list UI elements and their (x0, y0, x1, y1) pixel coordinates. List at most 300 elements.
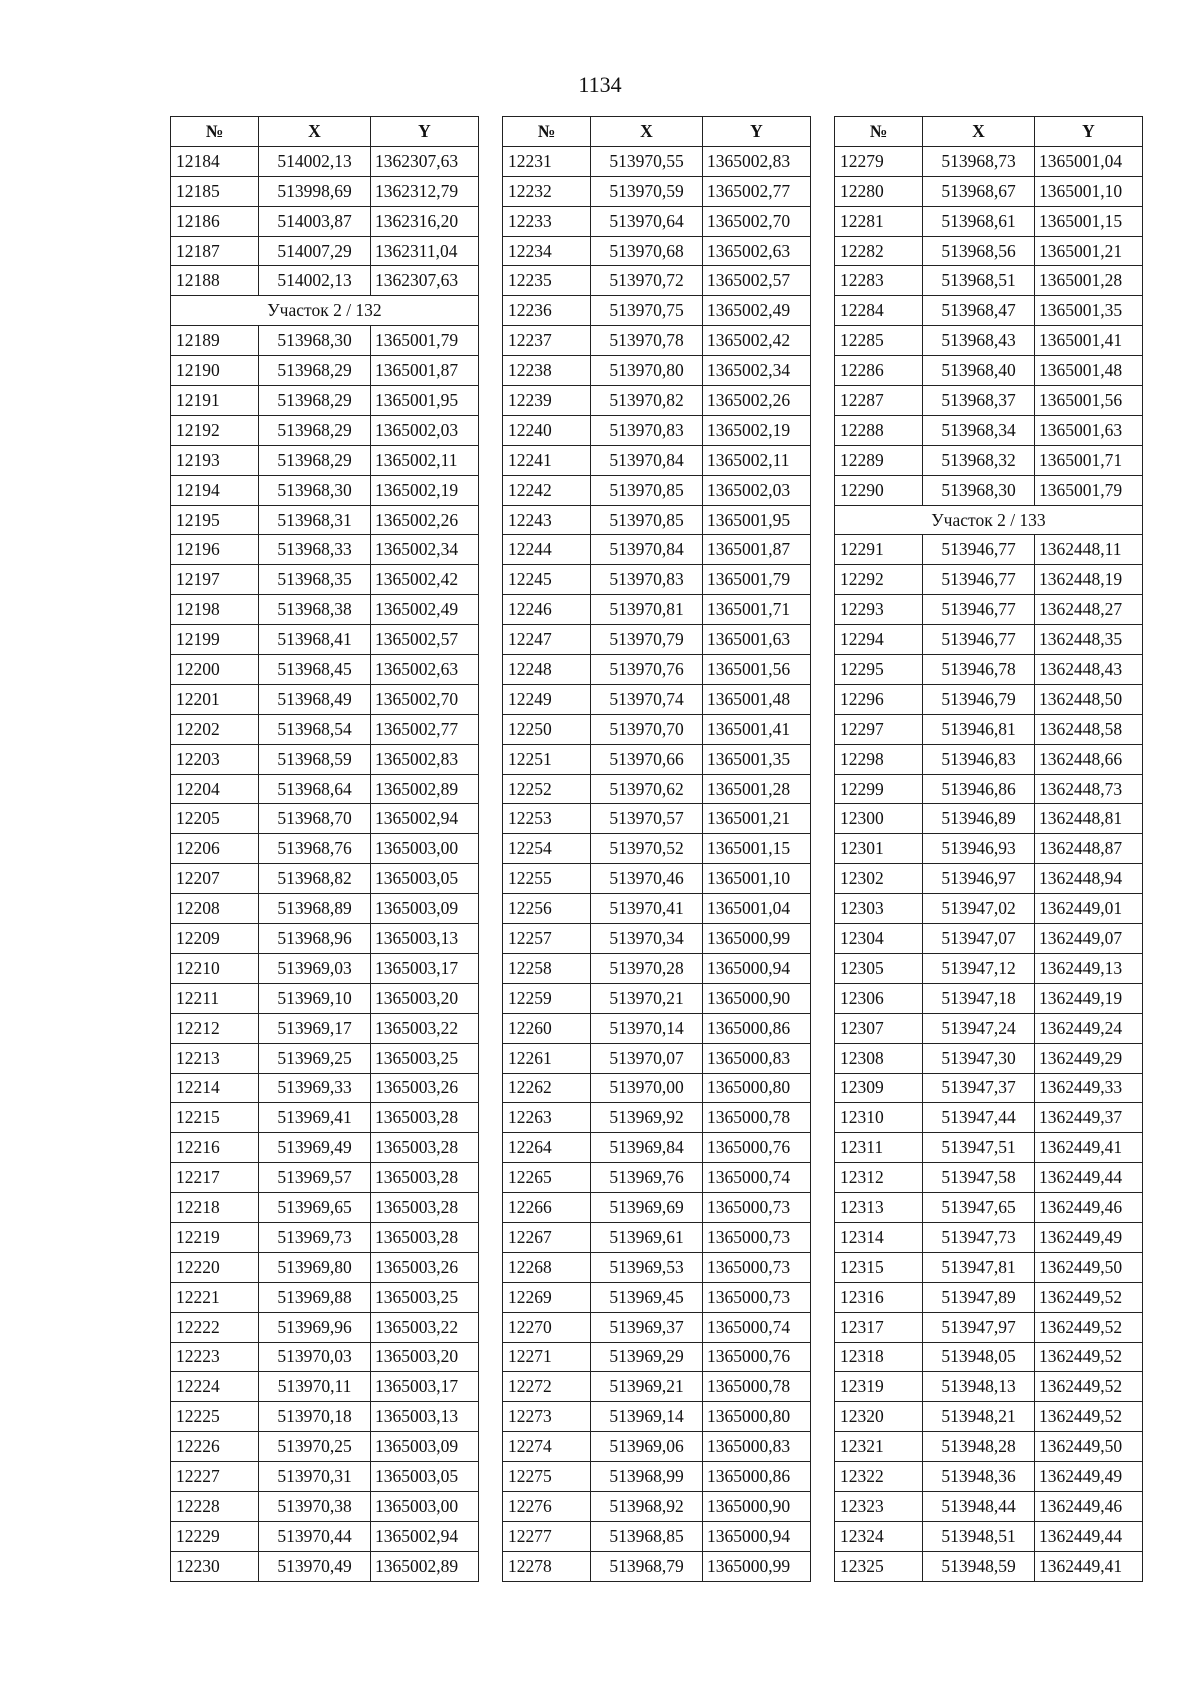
x-coordinate: 513947,07 (923, 924, 1035, 954)
point-number: 12277 (503, 1521, 591, 1551)
x-coordinate: 513968,40 (923, 356, 1035, 386)
point-number: 12204 (171, 774, 259, 804)
y-coordinate: 1365003,25 (371, 1043, 479, 1073)
table-row (503, 953, 811, 983)
point-number: 12188 (171, 266, 259, 296)
x-coordinate: 513968,32 (923, 445, 1035, 475)
point-number: 12196 (171, 535, 259, 565)
y-coordinate: 1365001,10 (703, 864, 811, 894)
table-row (171, 894, 479, 924)
point-number: 12237 (503, 326, 591, 356)
x-coordinate: 513970,07 (591, 1043, 703, 1073)
x-coordinate: 513948,05 (923, 1342, 1035, 1372)
table-row (503, 595, 811, 625)
point-number: 12313 (835, 1193, 923, 1223)
table-row (171, 415, 479, 445)
x-coordinate: 513970,11 (259, 1372, 371, 1402)
y-coordinate: 1365001,56 (1035, 386, 1143, 416)
point-number: 12309 (835, 1073, 923, 1103)
x-coordinate: 513970,75 (591, 296, 703, 326)
x-coordinate: 513946,79 (923, 684, 1035, 714)
point-number: 12252 (503, 774, 591, 804)
table-row (835, 236, 1143, 266)
y-coordinate: 1365000,76 (703, 1133, 811, 1163)
y-coordinate: 1365002,83 (703, 146, 811, 176)
table-row (171, 146, 479, 176)
y-coordinate: 1365000,83 (703, 1043, 811, 1073)
table-row (835, 744, 1143, 774)
point-number: 12293 (835, 595, 923, 625)
point-number: 12261 (503, 1043, 591, 1073)
point-number: 12249 (503, 684, 591, 714)
point-number: 12266 (503, 1193, 591, 1223)
point-number: 12185 (171, 176, 259, 206)
y-coordinate: 1365001,04 (1035, 146, 1143, 176)
table-row (503, 146, 811, 176)
table-row (835, 684, 1143, 714)
x-coordinate: 513970,79 (591, 625, 703, 655)
x-coordinate: 513968,34 (923, 415, 1035, 445)
point-number: 12281 (835, 206, 923, 236)
y-coordinate: 1365000,76 (703, 1342, 811, 1372)
point-number: 12288 (835, 415, 923, 445)
point-number: 12253 (503, 804, 591, 834)
y-coordinate: 1365000,80 (703, 1073, 811, 1103)
x-coordinate: 513968,30 (259, 326, 371, 356)
y-coordinate: 1365003,05 (371, 864, 479, 894)
y-coordinate: 1365002,57 (703, 266, 811, 296)
point-number: 12302 (835, 864, 923, 894)
x-coordinate: 513968,29 (259, 445, 371, 475)
y-coordinate: 1362449,37 (1035, 1103, 1143, 1133)
x-coordinate: 513968,29 (259, 356, 371, 386)
y-coordinate: 1362449,41 (1035, 1551, 1143, 1581)
table-row (503, 714, 811, 744)
point-number: 12254 (503, 834, 591, 864)
point-number: 12256 (503, 894, 591, 924)
table-row (171, 1312, 479, 1342)
point-number: 12198 (171, 595, 259, 625)
point-number: 12272 (503, 1372, 591, 1402)
table-row (503, 1252, 811, 1282)
table-row (503, 1432, 811, 1462)
x-coordinate: 513970,82 (591, 386, 703, 416)
x-coordinate: 513970,46 (591, 864, 703, 894)
x-coordinate: 513969,21 (591, 1372, 703, 1402)
table-row (171, 176, 479, 206)
table-row (171, 206, 479, 236)
y-coordinate: 1365001,79 (1035, 475, 1143, 505)
point-number: 12263 (503, 1103, 591, 1133)
point-number: 12289 (835, 445, 923, 475)
x-coordinate: 513968,64 (259, 774, 371, 804)
table-row (835, 176, 1143, 206)
table-row (503, 386, 811, 416)
x-coordinate: 513970,34 (591, 924, 703, 954)
x-coordinate: 513947,30 (923, 1043, 1035, 1073)
x-coordinate: 513968,76 (259, 834, 371, 864)
point-number: 12255 (503, 864, 591, 894)
y-coordinate: 1362449,13 (1035, 953, 1143, 983)
table-row (171, 266, 479, 296)
x-coordinate: 513968,49 (259, 684, 371, 714)
point-number: 12224 (171, 1372, 259, 1402)
x-coordinate: 513970,72 (591, 266, 703, 296)
header-x: X (591, 117, 703, 147)
point-number: 12275 (503, 1462, 591, 1492)
point-number: 12319 (835, 1372, 923, 1402)
y-coordinate: 1365003,09 (371, 894, 479, 924)
x-coordinate: 513970,70 (591, 714, 703, 744)
x-coordinate: 513968,33 (259, 535, 371, 565)
x-coordinate: 513947,58 (923, 1163, 1035, 1193)
table-row (503, 1103, 811, 1133)
y-coordinate: 1365002,57 (371, 625, 479, 655)
x-coordinate: 513970,78 (591, 326, 703, 356)
point-number: 12271 (503, 1342, 591, 1372)
table-row (835, 475, 1143, 505)
table-header-row (503, 117, 811, 147)
y-coordinate: 1365003,13 (371, 1402, 479, 1432)
y-coordinate: 1362449,24 (1035, 1013, 1143, 1043)
y-coordinate: 1362449,52 (1035, 1282, 1143, 1312)
y-coordinate: 1365001,21 (1035, 236, 1143, 266)
y-coordinate: 1365003,28 (371, 1133, 479, 1163)
table-row (171, 924, 479, 954)
point-number: 12278 (503, 1551, 591, 1581)
point-number: 12230 (171, 1551, 259, 1581)
x-coordinate: 513968,31 (259, 505, 371, 535)
table-row (171, 1163, 479, 1193)
point-number: 12190 (171, 356, 259, 386)
table-row (835, 864, 1143, 894)
x-coordinate: 513970,28 (591, 953, 703, 983)
table-row (835, 535, 1143, 565)
x-coordinate: 513947,02 (923, 894, 1035, 924)
table-row (171, 655, 479, 685)
x-coordinate: 513970,55 (591, 146, 703, 176)
y-coordinate: 1365003,09 (371, 1432, 479, 1462)
table-row (503, 356, 811, 386)
table-row (171, 1252, 479, 1282)
point-number: 12268 (503, 1252, 591, 1282)
point-number: 12197 (171, 565, 259, 595)
point-number: 12229 (171, 1521, 259, 1551)
point-number: 12315 (835, 1252, 923, 1282)
y-coordinate: 1365002,03 (703, 475, 811, 505)
y-coordinate: 1365003,22 (371, 1013, 479, 1043)
x-coordinate: 513968,70 (259, 804, 371, 834)
y-coordinate: 1365002,77 (703, 176, 811, 206)
table-row (835, 415, 1143, 445)
point-number: 12205 (171, 804, 259, 834)
x-coordinate: 513969,17 (259, 1013, 371, 1043)
table-row (835, 1282, 1143, 1312)
x-coordinate: 513970,83 (591, 415, 703, 445)
y-coordinate: 1365002,77 (371, 714, 479, 744)
table-row (835, 1133, 1143, 1163)
x-coordinate: 513968,38 (259, 595, 371, 625)
table-row (835, 655, 1143, 685)
y-coordinate: 1365003,28 (371, 1193, 479, 1223)
y-coordinate: 1365002,89 (371, 774, 479, 804)
point-number: 12217 (171, 1163, 259, 1193)
y-coordinate: 1365000,86 (703, 1013, 811, 1043)
table-row (503, 834, 811, 864)
x-coordinate: 513948,21 (923, 1402, 1035, 1432)
x-coordinate: 513970,00 (591, 1073, 703, 1103)
x-coordinate: 513969,37 (591, 1312, 703, 1342)
point-number: 12233 (503, 206, 591, 236)
point-number: 12201 (171, 684, 259, 714)
x-coordinate: 513969,29 (591, 1342, 703, 1372)
x-coordinate: 513970,83 (591, 565, 703, 595)
table-row (835, 1551, 1143, 1581)
point-number: 12264 (503, 1133, 591, 1163)
point-number: 12236 (503, 296, 591, 326)
x-coordinate: 513970,85 (591, 505, 703, 535)
table-row (835, 1312, 1143, 1342)
y-coordinate: 1362312,79 (371, 176, 479, 206)
x-coordinate: 513947,73 (923, 1222, 1035, 1252)
table-row (503, 924, 811, 954)
table-row (503, 864, 811, 894)
table-row (835, 1193, 1143, 1223)
point-number: 12306 (835, 983, 923, 1013)
point-number: 12316 (835, 1282, 923, 1312)
y-coordinate: 1365001,35 (1035, 296, 1143, 326)
point-number: 12323 (835, 1491, 923, 1521)
table-row (835, 595, 1143, 625)
x-coordinate: 513969,73 (259, 1222, 371, 1252)
table-row (171, 983, 479, 1013)
table-row (171, 1551, 479, 1581)
table-row (835, 1252, 1143, 1282)
y-coordinate: 1365003,20 (371, 1342, 479, 1372)
y-coordinate: 1365003,17 (371, 953, 479, 983)
table-row (171, 445, 479, 475)
table-row (835, 1462, 1143, 1492)
point-number: 12260 (503, 1013, 591, 1043)
point-number: 12219 (171, 1222, 259, 1252)
x-coordinate: 513969,69 (591, 1193, 703, 1223)
y-coordinate: 1365002,42 (371, 565, 479, 595)
table-row (503, 625, 811, 655)
x-coordinate: 513946,83 (923, 744, 1035, 774)
point-number: 12283 (835, 266, 923, 296)
table-header-row (171, 117, 479, 147)
y-coordinate: 1365001,41 (703, 714, 811, 744)
x-coordinate: 513968,61 (923, 206, 1035, 236)
x-coordinate: 513947,89 (923, 1282, 1035, 1312)
table-row (503, 1462, 811, 1492)
x-coordinate: 513970,66 (591, 744, 703, 774)
point-number: 12297 (835, 714, 923, 744)
table-row (503, 565, 811, 595)
x-coordinate: 513969,80 (259, 1252, 371, 1282)
point-number: 12251 (503, 744, 591, 774)
x-coordinate: 513970,18 (259, 1402, 371, 1432)
y-coordinate: 1362449,33 (1035, 1073, 1143, 1103)
point-number: 12303 (835, 894, 923, 924)
y-coordinate: 1362448,81 (1035, 804, 1143, 834)
point-number: 12206 (171, 834, 259, 864)
point-number: 12324 (835, 1521, 923, 1551)
y-coordinate: 1362448,66 (1035, 744, 1143, 774)
table-row (503, 1372, 811, 1402)
y-coordinate: 1365003,28 (371, 1163, 479, 1193)
table-row (835, 1163, 1143, 1193)
table-row (503, 236, 811, 266)
y-coordinate: 1362448,35 (1035, 625, 1143, 655)
point-number: 12259 (503, 983, 591, 1013)
point-number: 12310 (835, 1103, 923, 1133)
x-coordinate: 514007,29 (259, 236, 371, 266)
point-number: 12276 (503, 1491, 591, 1521)
point-number: 12280 (835, 176, 923, 206)
y-coordinate: 1362448,50 (1035, 684, 1143, 714)
point-number: 12269 (503, 1282, 591, 1312)
table-row (835, 296, 1143, 326)
table-row (835, 1103, 1143, 1133)
table-row (503, 266, 811, 296)
y-coordinate: 1362449,44 (1035, 1521, 1143, 1551)
y-coordinate: 1362449,07 (1035, 924, 1143, 954)
coordinates-table-1 (170, 116, 479, 1582)
table-row (171, 1342, 479, 1372)
x-coordinate: 514003,87 (259, 206, 371, 236)
x-coordinate: 513969,03 (259, 953, 371, 983)
point-number: 12215 (171, 1103, 259, 1133)
table-row (503, 1402, 811, 1432)
y-coordinate: 1365001,63 (1035, 415, 1143, 445)
y-coordinate: 1365001,87 (371, 356, 479, 386)
header-x: X (923, 117, 1035, 147)
x-coordinate: 513969,96 (259, 1312, 371, 1342)
coordinates-table-2 (502, 116, 811, 1582)
y-coordinate: 1365001,15 (703, 834, 811, 864)
x-coordinate: 513970,68 (591, 236, 703, 266)
x-coordinate: 513969,41 (259, 1103, 371, 1133)
table-row (503, 774, 811, 804)
y-coordinate: 1365001,71 (703, 595, 811, 625)
x-coordinate: 513970,49 (259, 1551, 371, 1581)
table-row (835, 565, 1143, 595)
y-coordinate: 1365003,26 (371, 1252, 479, 1282)
header-y: Y (371, 117, 479, 147)
y-coordinate: 1365002,34 (703, 356, 811, 386)
point-number: 12199 (171, 625, 259, 655)
point-number: 12189 (171, 326, 259, 356)
point-number: 12267 (503, 1222, 591, 1252)
x-coordinate: 513968,92 (591, 1491, 703, 1521)
table-row (503, 445, 811, 475)
x-coordinate: 513968,37 (923, 386, 1035, 416)
page-number: 1134 (578, 72, 622, 97)
header-y: Y (1035, 117, 1143, 147)
x-coordinate: 513968,35 (259, 565, 371, 595)
x-coordinate: 513969,14 (591, 1402, 703, 1432)
x-coordinate: 513968,45 (259, 655, 371, 685)
y-coordinate: 1365000,94 (703, 953, 811, 983)
table-row (503, 1013, 811, 1043)
point-number: 12248 (503, 655, 591, 685)
point-number: 12307 (835, 1013, 923, 1043)
table-row (171, 1372, 479, 1402)
point-number: 12287 (835, 386, 923, 416)
x-coordinate: 513946,97 (923, 864, 1035, 894)
y-coordinate: 1365002,19 (371, 475, 479, 505)
y-coordinate: 1365001,79 (371, 326, 479, 356)
point-number: 12282 (835, 236, 923, 266)
y-coordinate: 1365003,00 (371, 834, 479, 864)
y-coordinate: 1362448,73 (1035, 774, 1143, 804)
table-row (171, 475, 479, 505)
y-coordinate: 1365000,73 (703, 1282, 811, 1312)
x-coordinate: 513970,41 (591, 894, 703, 924)
table-row (171, 834, 479, 864)
y-coordinate: 1362449,52 (1035, 1342, 1143, 1372)
x-coordinate: 513946,77 (923, 535, 1035, 565)
y-coordinate: 1365003,00 (371, 1491, 479, 1521)
x-coordinate: 513970,52 (591, 834, 703, 864)
table-row (171, 684, 479, 714)
point-number: 12298 (835, 744, 923, 774)
y-coordinate: 1365000,83 (703, 1432, 811, 1462)
point-number: 12300 (835, 804, 923, 834)
table-row (835, 1342, 1143, 1372)
point-number: 12243 (503, 505, 591, 535)
point-number: 12203 (171, 744, 259, 774)
point-number: 12284 (835, 296, 923, 326)
point-number: 12235 (503, 266, 591, 296)
y-coordinate: 1365001,87 (703, 535, 811, 565)
x-coordinate: 513968,47 (923, 296, 1035, 326)
y-coordinate: 1362449,52 (1035, 1372, 1143, 1402)
y-coordinate: 1365002,94 (371, 804, 479, 834)
y-coordinate: 1365002,63 (371, 655, 479, 685)
point-number: 12191 (171, 386, 259, 416)
header-number: № (171, 117, 259, 147)
y-coordinate: 1365002,19 (703, 415, 811, 445)
table-row (835, 1043, 1143, 1073)
x-coordinate: 513948,36 (923, 1462, 1035, 1492)
table-row (835, 625, 1143, 655)
y-coordinate: 1365000,73 (703, 1252, 811, 1282)
point-number: 12220 (171, 1252, 259, 1282)
y-coordinate: 1365001,04 (703, 894, 811, 924)
y-coordinate: 1365000,90 (703, 1491, 811, 1521)
table-row (171, 1103, 479, 1133)
y-coordinate: 1362449,19 (1035, 983, 1143, 1013)
x-coordinate: 513968,82 (259, 864, 371, 894)
x-coordinate: 513946,77 (923, 565, 1035, 595)
point-number: 12257 (503, 924, 591, 954)
point-number: 12213 (171, 1043, 259, 1073)
point-number: 12231 (503, 146, 591, 176)
x-coordinate: 513970,84 (591, 445, 703, 475)
point-number: 12227 (171, 1462, 259, 1492)
point-number: 12239 (503, 386, 591, 416)
x-coordinate: 513968,43 (923, 326, 1035, 356)
table-row (503, 1521, 811, 1551)
x-coordinate: 513969,76 (591, 1163, 703, 1193)
x-coordinate: 513947,18 (923, 983, 1035, 1013)
y-coordinate: 1365002,63 (703, 236, 811, 266)
point-number: 12192 (171, 415, 259, 445)
point-number: 12212 (171, 1013, 259, 1043)
section-row (171, 296, 479, 326)
